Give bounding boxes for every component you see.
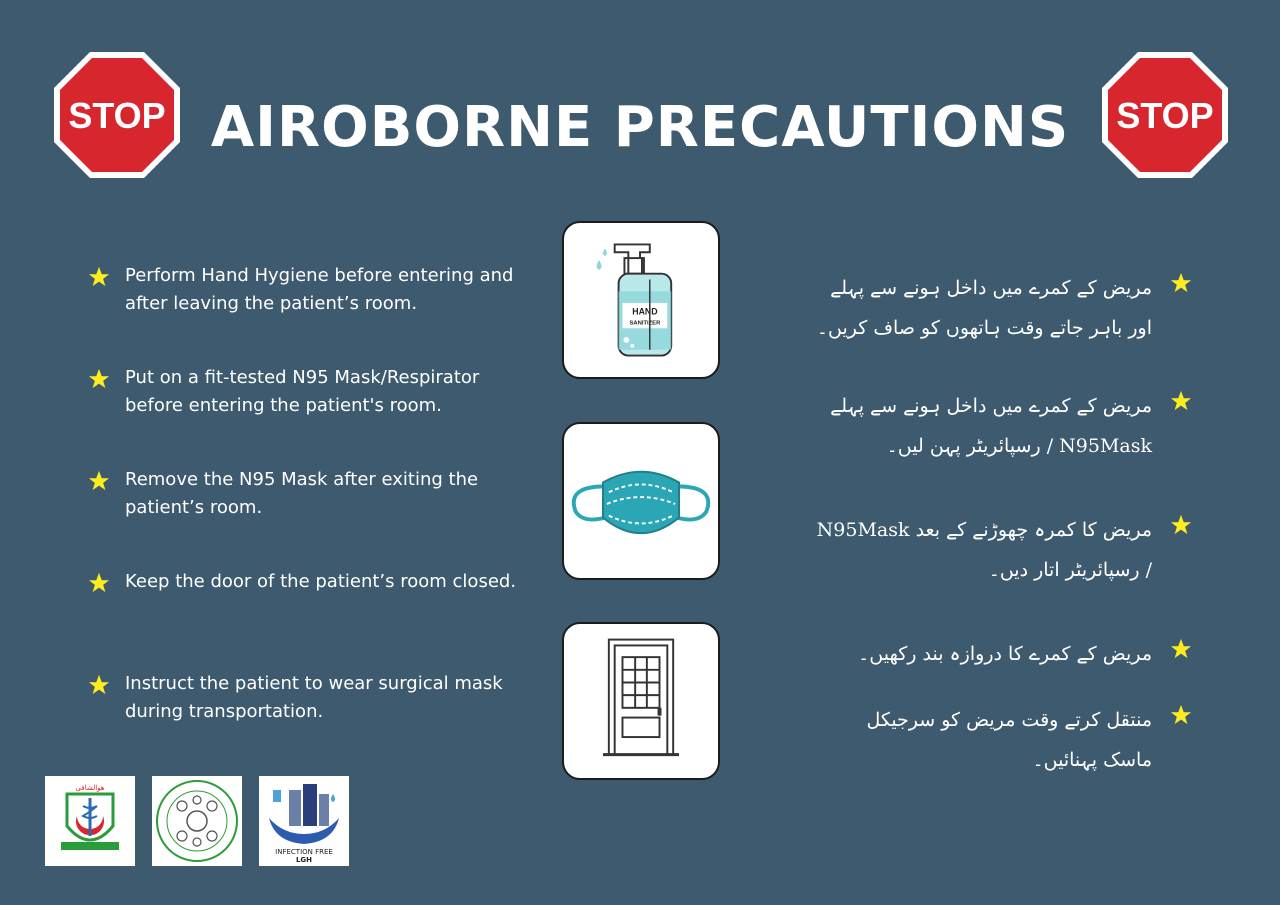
logo-text-2: LGH (295, 856, 313, 864)
star-icon (88, 368, 110, 390)
list-item (88, 466, 508, 568)
list-item (88, 262, 514, 364)
list-item (88, 670, 508, 772)
english-instructions (88, 262, 517, 772)
instruction-text: Perform Hand Hygiene before entering and after leaving the patient’s room. (125, 265, 514, 314)
list-item (88, 568, 517, 670)
hospital-logo (45, 776, 135, 866)
urdu-list-item (812, 700, 1192, 780)
instruction-text: Instruct the patient to wear surgical mask during transportation. (125, 673, 503, 722)
urdu-instruction-text: مریض کے کمرے میں داخل ہونے سے پہلے اور باہر جاتے وقت ہاتھوں کو صاف کریں۔ (816, 277, 1152, 339)
star-icon (1170, 704, 1192, 726)
instruction-text: Put on a fit-tested N95 Mask/Respirator before entering the patient's room. (125, 367, 480, 416)
star-icon (88, 674, 110, 696)
urdu-list-item (812, 634, 1192, 674)
star-icon (1170, 514, 1192, 536)
instruction-text: Remove the N95 Mask after exiting the patient’s room. (125, 469, 479, 518)
urdu-list-item (812, 268, 1192, 348)
star-icon (1170, 390, 1192, 412)
infection-free-logo (259, 776, 349, 866)
face-mask-icon (562, 422, 720, 580)
star-icon (1170, 272, 1192, 294)
ipc-logo (152, 776, 242, 866)
list-item (88, 364, 508, 466)
stop-label: STOP (68, 95, 166, 136)
page-title: AIROBORNE PRECAUTIONS (210, 95, 1070, 160)
urdu-list-item (812, 510, 1192, 590)
sanitizer-label-2: SANITIZER (629, 320, 661, 327)
star-icon (88, 266, 110, 288)
urdu-instruction-text: مریض کا کمرہ چھوڑنے کے بعد N95Mask / رسپائریٹر اتار دیں۔ (816, 519, 1152, 581)
urdu-instruction-text: منتقل کرتے وقت مریض کو سرجیکل ماسک پہنائیں۔ (866, 709, 1152, 771)
logo-arabic-text: ھوالشافی (75, 784, 105, 792)
urdu-list-item (812, 386, 1192, 466)
door-icon (562, 622, 720, 780)
star-icon (1170, 638, 1192, 660)
logo-text-1: INFECTION FREE (275, 848, 333, 856)
hand-sanitizer-icon (562, 221, 720, 379)
star-icon (88, 572, 110, 594)
instruction-text: Keep the door of the patient’s room closed. (125, 571, 517, 592)
star-icon (88, 470, 110, 492)
urdu-instruction-text: مریض کے کمرے میں داخل ہونے سے پہلے N95Mask / رسپائریٹر پہن لیں۔ (830, 395, 1152, 457)
sanitizer-label-1: HAND (632, 306, 658, 317)
stop-label: STOP (1116, 95, 1214, 136)
urdu-instruction-text: مریض کے کمرے کا دروازہ بند رکھیں۔ (858, 643, 1152, 665)
